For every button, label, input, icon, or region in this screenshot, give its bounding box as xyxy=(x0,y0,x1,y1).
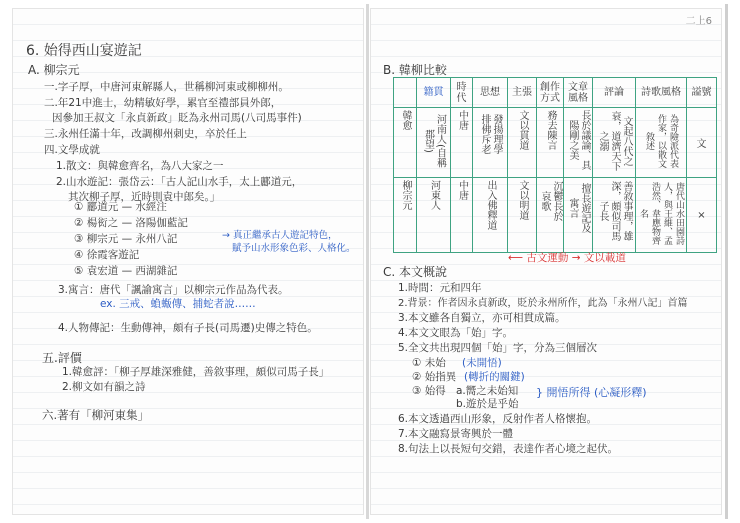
page-number: 二上6 xyxy=(685,16,712,27)
header-cell: 文章風格 xyxy=(564,78,593,108)
brace-note: } 開悟所得 (心凝形釋) xyxy=(536,386,647,399)
table-cell: 文起八代之衰，道濟天下之溺 xyxy=(597,111,632,171)
text-line: 6.本文透過西山形象，反射作者人格懷抱。 xyxy=(398,413,598,425)
red-note: ⟵ 古文運動 → 文以載道 xyxy=(508,252,626,264)
text-line: 1.韓愈評：「柳子厚雄深雅健，善敘事理，頗似司馬子長」 xyxy=(62,366,330,378)
table-header-row xyxy=(394,78,717,108)
section-a-heading: A. 柳宗元 xyxy=(28,63,80,77)
table-cell: 柳宗元 xyxy=(400,180,411,210)
table-cell: 中唐 xyxy=(456,180,468,200)
table-cell: 沉鬱長於哀歌 xyxy=(539,181,562,221)
table-row xyxy=(394,178,717,253)
level-note: (未開悟) xyxy=(462,357,502,369)
table-cell: 出入佛釋道 xyxy=(485,180,496,230)
text-line: 三.永州任滿十年，改調柳州刺史，卒於任上 xyxy=(44,128,247,140)
level-item: ② 始指異 xyxy=(412,371,457,383)
text-line: 8.句法上以長短句交錯，表達作者心境之起伏。 xyxy=(398,443,619,455)
table-row xyxy=(394,108,717,178)
text-line: 2.山水遊記：張岱云：「古人記山水手，太上酈道元， xyxy=(56,176,303,188)
section-c-heading: C. 本文概說 xyxy=(383,265,448,279)
text-line: 其次柳子厚，近時則袁中郎矣。」 xyxy=(68,191,221,203)
table-cell: 中唐 xyxy=(456,110,468,130)
text-line: 2.背景：作者因永貞新政，貶於永州所作，此為「永州八記」首篇 xyxy=(398,298,688,309)
comparison-table xyxy=(393,77,717,253)
header-cell: 評論 xyxy=(593,78,636,108)
text-line: 5.全文共出現四個「始」字，分為三個層次 xyxy=(398,342,598,354)
header-cell: 詩歌風格 xyxy=(636,78,687,108)
sub-item: a.嚮之未始知 xyxy=(456,385,519,397)
notebook-spine xyxy=(366,4,369,519)
header-cell: 時代 xyxy=(451,78,473,108)
text-line: 3.寓言：唐代「諷諭寓言」以柳宗元作品為代表。 xyxy=(58,284,289,296)
table-cell: 河南人(自稱郡望) xyxy=(422,114,446,168)
text-line: 7.本文融寫景寄興於一體 xyxy=(398,428,514,440)
table-cell: 為奇險派代表作家，以散文敘述 xyxy=(644,114,678,168)
level-item: ③ 始得 xyxy=(412,385,446,397)
text-line: 四.文學成就 xyxy=(44,144,100,156)
list-item: ① 酈道元 — 水經注 xyxy=(74,201,167,213)
list-item: ③ 柳宗元 — 永州八記 xyxy=(74,233,178,245)
table-cell: 河東人 xyxy=(428,180,440,210)
section-heading: 六.著有「柳河東集」 xyxy=(42,408,150,422)
list-item: ④ 徐霞客遊記 xyxy=(74,249,140,261)
table-cell: 文 xyxy=(696,139,707,150)
table-cell: × xyxy=(697,209,706,221)
text-line: 2.柳文如有韻之詩 xyxy=(62,381,146,393)
list-item: ② 楊衒之 — 洛陽伽藍記 xyxy=(74,217,188,229)
level-note: (轉折的關鍵) xyxy=(464,371,525,383)
level-item: ① 未始 xyxy=(412,357,446,369)
lesson-title: 6. 始得西山宴遊記 xyxy=(26,43,142,59)
blue-note: → 真正繼承古人遊記特色， xyxy=(222,230,338,241)
header-cell: 謚號 xyxy=(687,78,717,108)
text-line: 因參加王叔文「永貞新政」貶為永州司馬(八司馬事件) xyxy=(52,112,302,124)
text-line: 一.字子厚，中唐河東解縣人，世稱柳河東或柳柳州。 xyxy=(44,81,289,93)
table-cell: 發揚理學排佛斥老 xyxy=(479,114,502,154)
text-line: 1.時間：元和四年 xyxy=(398,282,482,294)
section-b-heading: B. 韓柳比較 xyxy=(383,63,447,77)
text-line: 二.年21中進士，幼精敏好學，累官至禮部員外郎， xyxy=(44,97,282,109)
text-line: 4.本文文眼為「始」字。 xyxy=(398,327,514,339)
header-cell: 籍貫 xyxy=(417,78,451,108)
text-line: 1.散文：與韓愈齊名，為八大家之一 xyxy=(56,160,224,172)
list-item: ⑤ 袁宏道 — 西湖雜記 xyxy=(74,265,178,277)
sub-item: b.遊於是乎始 xyxy=(456,398,519,410)
table-cell: 文以貫道 xyxy=(517,110,528,150)
text-line: 3.本文雖各自獨立，亦可相貫成篇。 xyxy=(398,312,566,324)
page-edge xyxy=(725,4,728,519)
blue-note: 賦予山水形象色彩、人格化。 xyxy=(232,243,356,254)
header-cell xyxy=(394,78,417,108)
header-cell: 主張 xyxy=(508,78,537,108)
header-cell: 思想 xyxy=(473,78,508,108)
table-cell: 擅長遊記及寓言 xyxy=(567,183,590,233)
table-cell: 善敘事理，雄深，頗似司馬子長 xyxy=(597,181,632,241)
blue-note: ex. 三戒、蝜蝂傳、捕蛇者說…… xyxy=(100,298,256,310)
table-cell: 文以明道 xyxy=(517,180,528,220)
table-cell: 務去陳言 xyxy=(545,110,556,150)
header-cell: 創作方式 xyxy=(537,78,564,108)
table-cell: 韓愈 xyxy=(400,110,411,130)
section-heading: 五.評價 xyxy=(42,351,82,365)
table-cell: 長於議論、具陽剛之美 xyxy=(567,110,590,170)
table-cell: 唐代山水田園詩人，與王維、孟浩然、韋應物齊名 xyxy=(638,181,684,245)
text-line: 4.人物傳記：生動傳神，頗有子長(司馬遷)史傳之特色。 xyxy=(58,322,318,334)
